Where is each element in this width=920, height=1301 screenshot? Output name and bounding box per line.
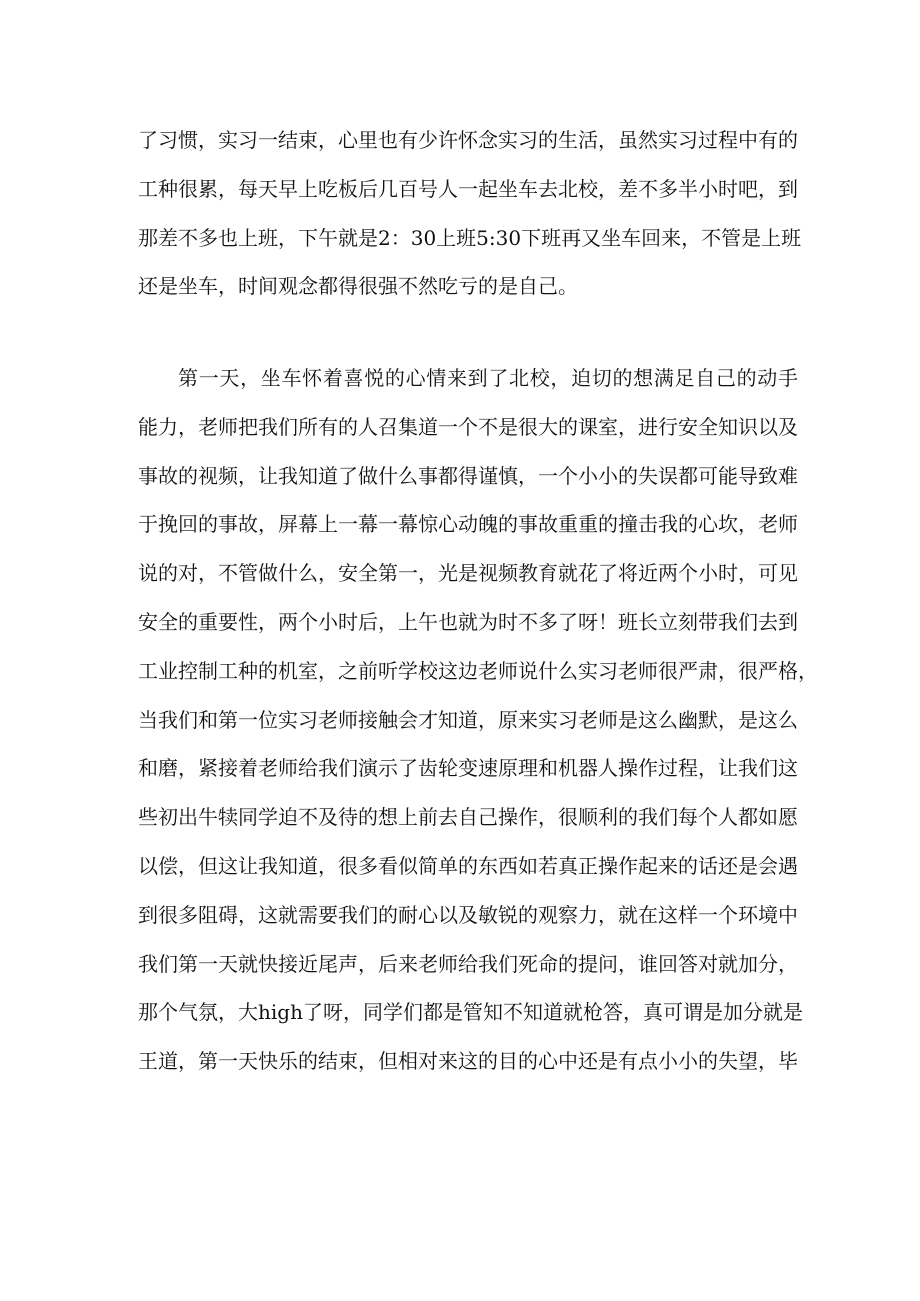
paragraph-2-line-2: 能力，老师把我们所有的人召集道一个不是很大的课室，进行安全知识以及 [138,414,798,439]
paragraph-1-line-1: 了习惯，实习一结束，心里也有少许怀念实习的生活，虽然实习过程中有的 [138,128,798,152]
paragraph-2-line-10: 些初出牛犊同学迫不及待的想上前去自己操作，很顺利的我们每个人都如愿 [138,805,798,830]
paragraph-2-line-1: 第一天，坐车怀着喜悦的心情来到了北校，迫切的想满足自己的动手 [178,366,798,390]
paragraph-2-line-8: 当我们和第一位实习老师接触会才知道，原来实习老师是这么幽默，是这么 [138,707,798,732]
paragraph-2-line-11: 以偿，但这让我知道，很多看似简单的东西如若真正操作起来的话还是会遇 [138,853,798,878]
paragraph-1-line-4: 还是坐车，时间观念都得很强不然吃亏的是自己。 [138,274,578,299]
paragraph-1-line-2: 工种很累，每天早上吃板后几百号人一起坐车去北校，差不多半小时吧，到 [138,176,798,201]
paragraph-2-line-12: 到很多阻碍，这就需要我们的耐心以及敏锐的观察力，就在这样一个环境中 [138,902,798,927]
paragraph-2 [138,354,818,1086]
paragraph-1-line-3: 那差不多也上班，下午就是2：30上班5:30下班再又坐车回来，不管是上班 [138,225,802,250]
paragraph-2-line-6: 安全的重要性，两个小时后，上午也就为时不多了呀！班长立刻带我们去到 [138,609,798,634]
paragraph-2-line-7: 工业控制工种的机室，之前听学校这边老师说什么实习老师很严肃，很严格， [138,658,818,683]
paragraph-2-line-9: 和磨，紧接着老师给我们演示了齿轮变速原理和机器人操作过程，让我们这 [138,756,798,781]
paragraph-1 [138,116,802,311]
paragraph-2-line-3: 事故的视频，让我知道了做什么事都得谨慎，一个小小的失误都可能导致难 [138,463,798,488]
paragraph-2-line-13: 我们第一天就快接近尾声，后来老师给我们死命的提问，谁回答对就加分， [138,951,798,976]
paragraph-2-line-5: 说的对，不管做什么，安全第一，光是视频教育就花了将近两个小时，可见 [138,561,798,586]
paragraph-2-line-14: 那个气氛，大high了呀，同学们都是管知不知道就枪答，真可谓是加分就是 [138,1000,803,1025]
paragraph-2-line-15: 王道，第一天快乐的结束，但相对来这的目的心中还是有点小小的失望，毕 [138,1049,798,1074]
paragraph-2-line-4: 于挽回的事故，屏幕上一幕一幕惊心动魄的事故重重的撞击我的心坎，老师 [138,512,798,537]
